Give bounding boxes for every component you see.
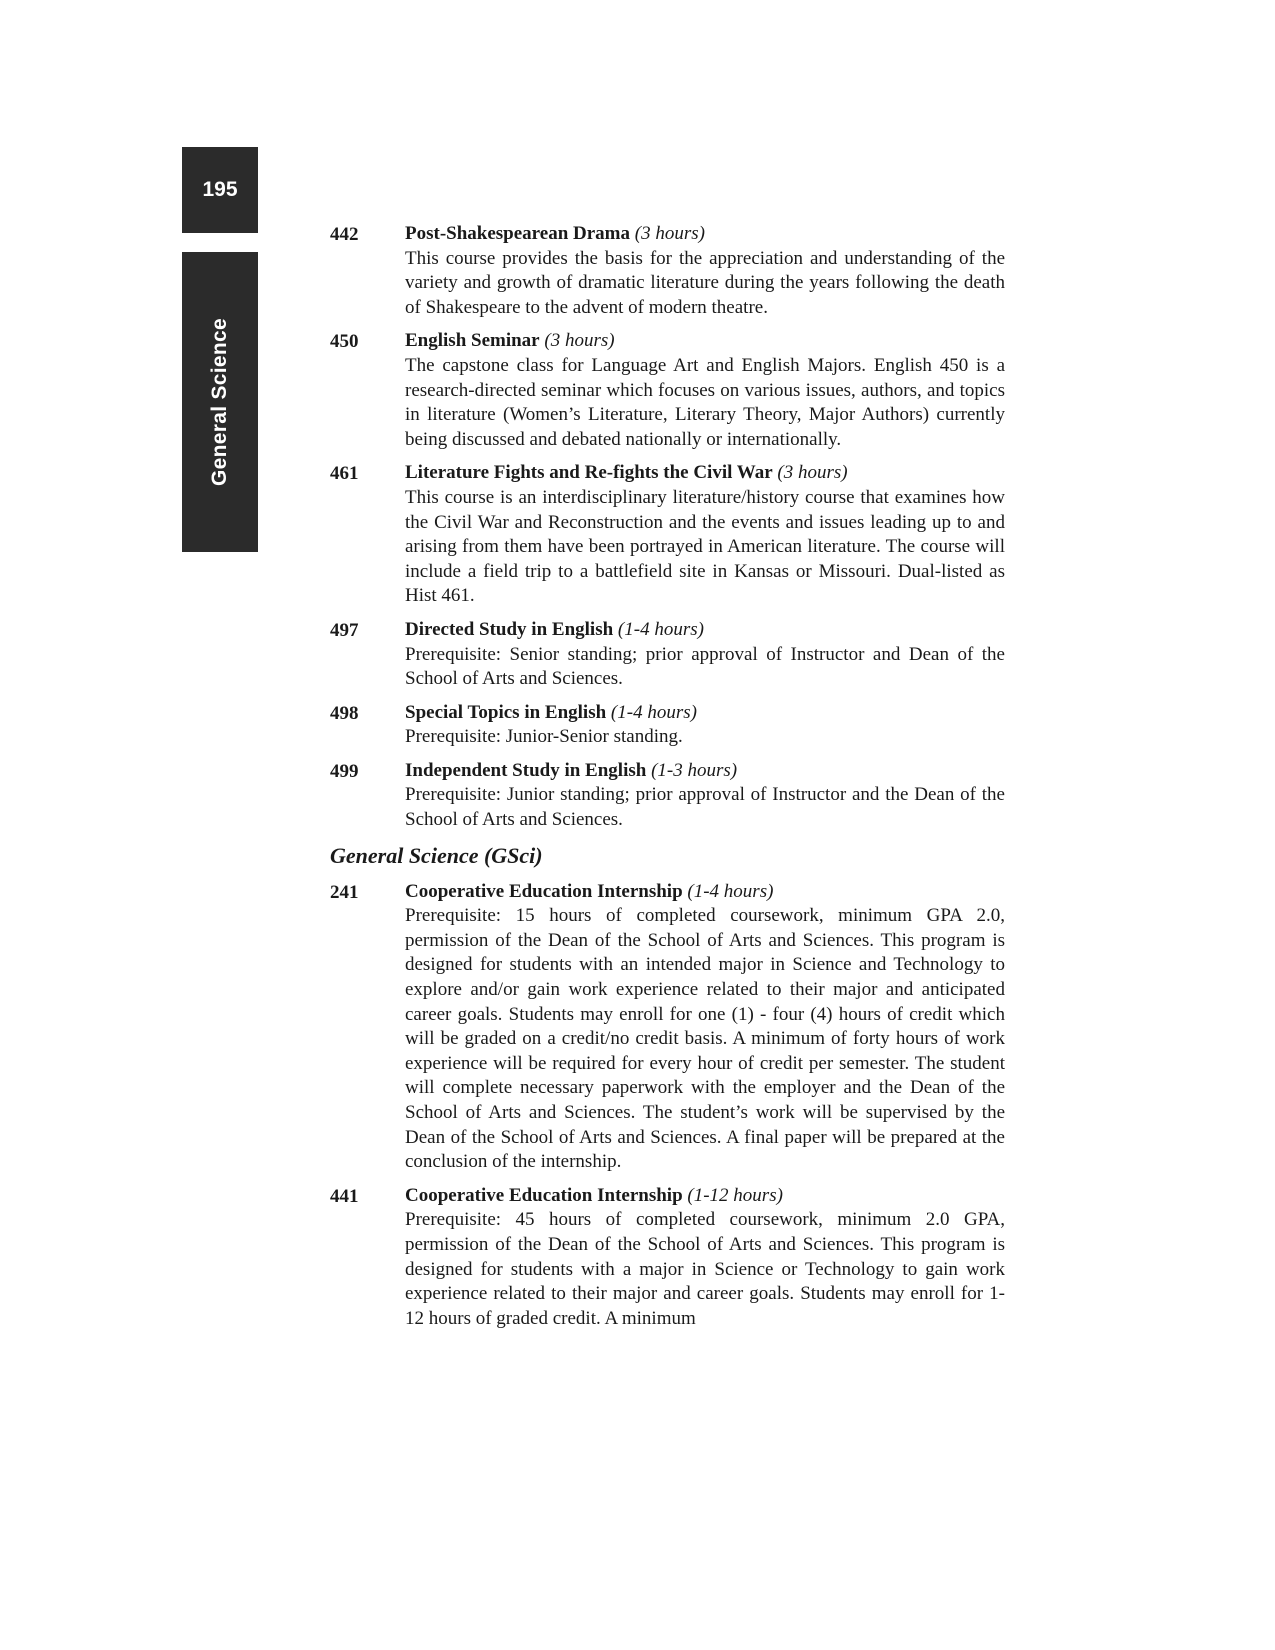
course-number: 450 bbox=[330, 331, 359, 353]
course-hours: (1-4 hours) bbox=[617, 618, 704, 640]
course-number: 241 bbox=[330, 881, 359, 903]
course-description: Prerequisite: 45 hours of completed coursework, minimum 2.0 GPA, permission of the Dean of the School of Arts and Sciences. This program is designed for students with a major in Science or Technology to gain work experience related to their major and career goals. Students may enroll for 1-12 hours of graded credit. A minimum bbox=[405, 1209, 1005, 1329]
page-number: 195 bbox=[202, 178, 238, 201]
course-hours: (1-12 hours) bbox=[687, 1184, 783, 1206]
course-entry bbox=[330, 701, 1010, 750]
course-title: Post-Shakespearean Drama bbox=[405, 223, 631, 244]
course-entry bbox=[330, 759, 1010, 833]
course-number: 461 bbox=[330, 463, 359, 485]
section-tab-label: General Science bbox=[208, 318, 231, 486]
course-title: Special Topics in English bbox=[405, 701, 607, 723]
course-number: 499 bbox=[330, 760, 359, 782]
course-description: This course is an interdisciplinary literature/history course that examines how the Civil War and Reconstruction and the events and issues leading up to and arising from them have been portrayed in American literature. The course will include a field trip to a battlefield site in Kansas or Missouri. Dual-listed as Hist 461. bbox=[405, 486, 1005, 607]
course-hours: (1-4 hours) bbox=[610, 701, 697, 723]
course-title: Literature Fights and Re-fights the Civil War bbox=[405, 462, 773, 484]
course-entry bbox=[330, 1184, 1010, 1332]
course-description: Prerequisite: 15 hours of completed coursework, minimum GPA 2.0, permission of the Dean of the School of Arts and Sciences. This program is designed for students with an intended major in Science and Technology to explore and/or gain work experience related to their major and anticipated career goals. Students may enroll for one (1) - four (4) hours of credit which will be graded on a credit/no credit basis. A minimum of forty hours of work experience will be required for every hour of credit per semester. The student will complete necessary paperwork with the employer and the Dean of the School of Arts and Sciences. The student’s work will be supervised by the Dean of the School of Arts and Sciences. A final paper will be prepared at the conclusion of the internship. bbox=[405, 905, 1005, 1173]
course-entry bbox=[330, 222, 1010, 320]
course-entry bbox=[330, 329, 1010, 452]
course-title: Directed Study in English bbox=[405, 618, 614, 640]
course-entry bbox=[330, 880, 1010, 1175]
course-number: 498 bbox=[330, 702, 359, 724]
course-description: Prerequisite: Senior standing; prior approval of Instructor and Dean of the School of Arts and Sciences. bbox=[405, 643, 1005, 690]
course-description: Prerequisite: Junior-Senior standing. bbox=[405, 726, 683, 748]
page-number-tab bbox=[182, 147, 258, 233]
course-entry bbox=[330, 618, 1010, 692]
course-hours: (3 hours) bbox=[634, 223, 705, 244]
course-entry bbox=[330, 461, 1010, 609]
section-tab bbox=[182, 252, 258, 552]
course-hours: (3 hours) bbox=[544, 330, 615, 352]
course-description: This course provides the basis for the appreciation and understanding of the variety and growth of dramatic literature during the years following the death of Shakespeare to the advent of modern theatre. bbox=[405, 247, 1005, 318]
course-hours: (3 hours) bbox=[777, 462, 848, 484]
course-hours: (1-3 hours) bbox=[651, 759, 738, 781]
course-number: 442 bbox=[330, 224, 359, 245]
course-description: The capstone class for Language Art and English Majors. English 450 is a research-directed seminar which focuses on various issues, authors, and topics in literature (Women’s Literature, Literary Theory, Major Authors) currently being discussed and debated nationally or internationally. bbox=[405, 354, 1005, 450]
course-number: 441 bbox=[330, 1185, 359, 1207]
course-title: English Seminar bbox=[405, 330, 540, 352]
catalog-content bbox=[330, 222, 1010, 1340]
course-title: Independent Study in English bbox=[405, 759, 647, 781]
course-title: Cooperative Education Internship bbox=[405, 1184, 683, 1206]
course-title: Cooperative Education Internship bbox=[405, 880, 683, 902]
section-heading: General Science (GSci) bbox=[330, 842, 543, 868]
course-number: 497 bbox=[330, 619, 359, 641]
course-description: Prerequisite: Junior standing; prior approval of Instructor and the Dean of the School of Arts and Sciences. bbox=[405, 784, 1005, 831]
course-hours: (1-4 hours) bbox=[687, 880, 774, 902]
